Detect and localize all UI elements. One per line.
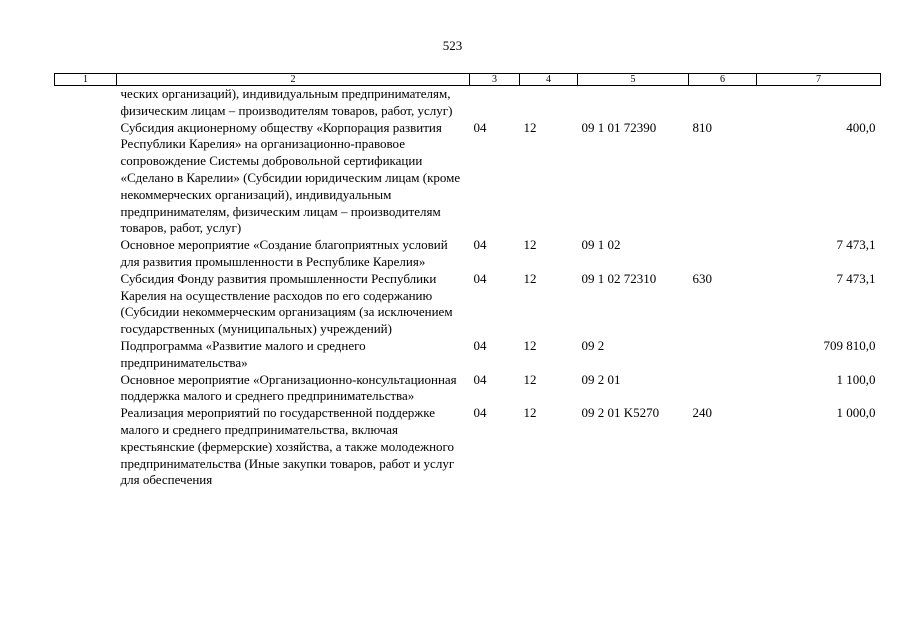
header-col-3: 3 [470, 74, 520, 86]
row-target: 09 1 01 72390 [581, 119, 657, 135]
row-name: Основное мероприятие «Создание благоприятных условий для развития промышленности в Республике Карелия» [120, 237, 448, 269]
row-target: 09 1 02 72310 [581, 270, 657, 286]
row-section: 04 [473, 371, 487, 387]
row-name: ческих организаций), индивидуальным предпринимателям, физическим лицам – производителям товаров, работ, услуг) [120, 86, 453, 118]
row-expense-type: 630 [692, 270, 712, 286]
header-col-2: 2 [117, 74, 470, 86]
row-section: 04 [473, 337, 487, 353]
row-target: 09 1 02 [581, 237, 621, 253]
row-section: 04 [473, 237, 487, 253]
row-target: 09 2 01 K5270 [581, 405, 660, 421]
page-number: 523 [442, 38, 463, 53]
row-name: Реализация мероприятий по государственной поддержке малого и среднего предпринимательства, включая крестьянские (фермерские) хозяйства, а также молодежного предпринимательства (Иные закупки товаров, работ и услуг для обеспечения [120, 405, 455, 488]
table-body [55, 86, 881, 490]
row-target: 09 2 01 [581, 371, 621, 387]
table-row [55, 372, 881, 406]
table-header [55, 74, 881, 86]
row-section: 04 [473, 270, 487, 286]
row-blank-cell [55, 372, 117, 406]
row-subsection: 12 [523, 270, 537, 286]
table-row [55, 271, 881, 338]
row-amount: 7 473,1 [836, 237, 876, 253]
row-subsection: 12 [523, 405, 537, 421]
row-subsection: 12 [523, 371, 537, 387]
row-section: 04 [473, 119, 487, 135]
row-blank-cell [55, 120, 117, 238]
row-blank-cell [55, 405, 117, 489]
row-subsection: 12 [523, 119, 537, 135]
row-subsection [520, 86, 578, 120]
row-subsection: 12 [523, 237, 537, 253]
table-row [55, 237, 881, 271]
row-expense-type: 240 [692, 405, 712, 421]
row-amount: 400,0 [846, 119, 876, 135]
row-name: Субсидия акционерному обществу «Корпорация развития Республики Карелия» на организационно-правовое сопровождение Системы добровольной сертификации «Сделано в Карелии» (Субсидии юридическим лицам (кроме некоммерческих организаций), индивидуальным предпринимателям, физическим лицам – производителям товаров, работ, услуг) [120, 119, 461, 236]
row-blank-cell [55, 86, 117, 120]
row-blank-cell [55, 237, 117, 271]
row-target: 09 2 [581, 337, 605, 353]
row-amount: 7 473,1 [836, 270, 876, 286]
row-amount: 1 000,0 [836, 405, 876, 421]
header-col-5: 5 [578, 74, 689, 86]
row-name: Субсидия Фонду развития промышленности Республики Карелия на осуществление расходов по его содержанию (Субсидии некоммерческим организациям (за исключением государственных (муниципальных) учреждений) [120, 270, 453, 337]
row-blank-cell [55, 271, 117, 338]
row-blank-cell [55, 338, 117, 372]
header-col-4: 4 [520, 74, 578, 86]
row-expense-type [689, 372, 757, 406]
row-expense-type: 810 [692, 119, 712, 135]
row-name: Основное мероприятие «Организационно-консультационная поддержка малого и среднего предпринимательства» [120, 371, 457, 404]
row-section [470, 86, 520, 120]
row-amount [757, 86, 881, 120]
row-name: Подпрограмма «Развитие малого и среднего предпринимательства» [120, 337, 366, 370]
row-amount: 709 810,0 [823, 337, 876, 353]
row-amount: 1 100,0 [836, 371, 876, 387]
row-expense-type [689, 237, 757, 271]
table-row [55, 120, 881, 238]
header-row [55, 74, 881, 86]
table-row [55, 405, 881, 489]
header-col-7: 7 [757, 74, 881, 86]
budget-table [54, 73, 881, 489]
row-expense-type [689, 338, 757, 372]
table-row [55, 338, 881, 372]
table-row [55, 86, 881, 120]
row-expense-type [689, 86, 757, 120]
row-section: 04 [473, 405, 487, 421]
row-target [578, 86, 689, 120]
header-col-6: 6 [689, 74, 757, 86]
header-col-1: 1 [55, 74, 117, 86]
row-subsection: 12 [523, 337, 537, 353]
